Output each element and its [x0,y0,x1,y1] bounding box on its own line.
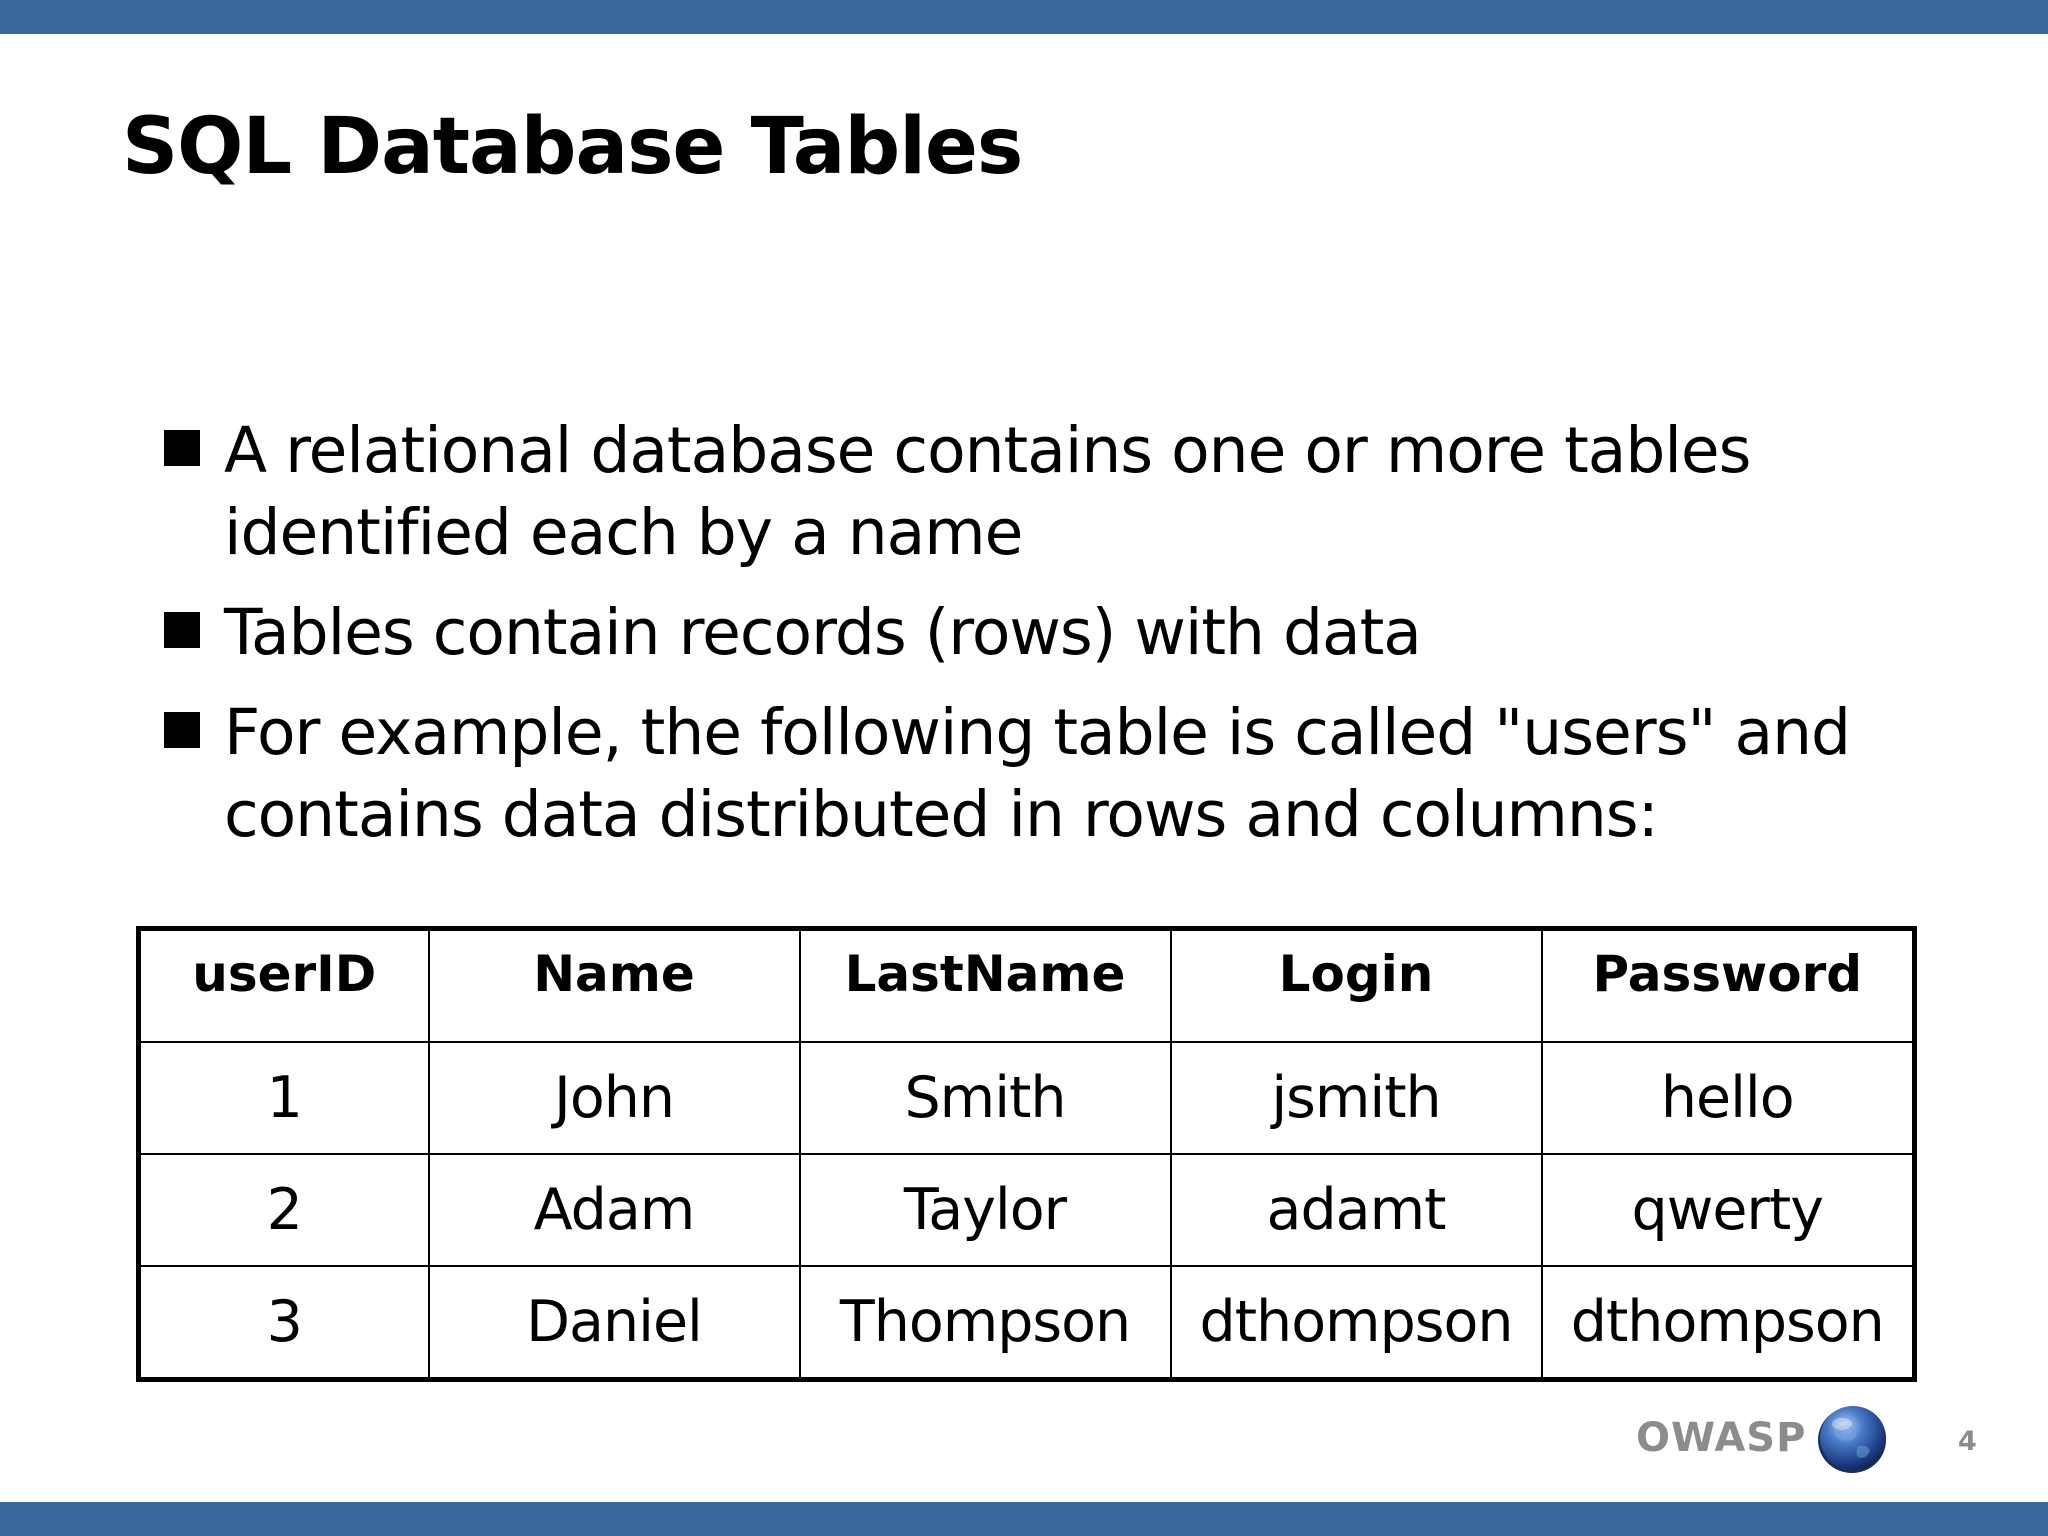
cell-lastname: Taylor [800,1154,1171,1266]
column-header-password: Password [1542,929,1915,1043]
square-bullet-icon [164,430,200,466]
square-bullet-icon [164,612,200,648]
cell-login: dthompson [1171,1266,1542,1380]
table-row [139,1042,1915,1154]
cell-name: Adam [429,1154,800,1266]
bullet-item [160,692,1860,856]
cell-userid: 1 [139,1042,429,1154]
cell-login: jsmith [1171,1042,1542,1154]
table-row [139,1266,1915,1380]
bottom-band [0,1502,2048,1536]
cell-password: dthompson [1542,1266,1915,1380]
owasp-logo-text: OWASP [1636,1415,1807,1461]
column-header-name: Name [429,929,800,1043]
cell-name: Daniel [429,1266,800,1380]
cell-userid: 2 [139,1154,429,1266]
globe-icon [1812,1402,1892,1476]
column-header-lastname: LastName [800,929,1171,1043]
table-row [139,1154,1915,1266]
slide-title: SQL Database Tables [122,102,1023,192]
column-header-login: Login [1171,929,1542,1043]
cell-lastname: Smith [800,1042,1171,1154]
bullet-item [160,410,1860,574]
cell-login: adamt [1171,1154,1542,1266]
cell-userid: 3 [139,1266,429,1380]
page-number: 4 [1958,1426,1977,1457]
users-table [136,926,1917,1382]
column-header-userid: userID [139,929,429,1043]
cell-name: John [429,1042,800,1154]
bullet-text: For example, the following table is called "users" and contains data distributed in rows and columns: [224,696,1851,851]
table-header-row [139,929,1915,1043]
bullet-list [160,410,1860,874]
cell-password: hello [1542,1042,1915,1154]
square-bullet-icon [164,712,200,748]
bullet-text: Tables contain records (rows) with data [224,596,1421,669]
cell-lastname: Thompson [800,1266,1171,1380]
bullet-item [160,592,1860,674]
cell-password: qwerty [1542,1154,1915,1266]
top-band [0,0,2048,34]
bullet-text: A relational database contains one or more tables identified each by a name [224,414,1751,569]
